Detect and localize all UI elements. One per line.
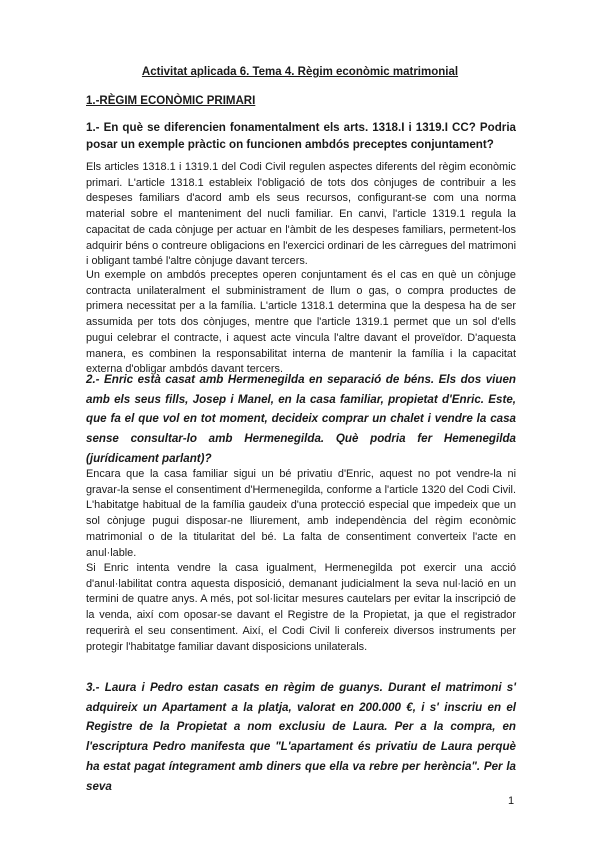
page-number: 1: [508, 795, 515, 807]
section-heading: 1.-RÈGIM ECONÒMIC PRIMARI: [86, 95, 256, 107]
answer-1-paragraph-2: Un exemple on ambdós preceptes operen conjuntament és el cas en què un cònjuge contracta unilateralment el subministrament de llum o gas, o compra productes de primera necessitat per a la família. L'article 1318.1 determina que la despesa ha de ser assumida per tots dos cònjuges, mentre que l'article 1319.1 permet que un sol d'ells pugui celebrar el contracte, i aquest acte vincula l'altre davant el proveïdor. D'aquesta manera, es combinen la responsabilitat interna de mantenir la família i la capacitat externa d'obligar ambdós davant tercers.: [86, 269, 516, 376]
question-2: 2.- Enric està casat amb Hermenegilda en separació de béns. Els dos viuen amb els seus fills, Josep i Manel, en la casa familiar, propietat d'Enric. Este, que fa el que vol en tot moment, decideix comprar un chalet i vendre la casa sense consultar-lo amb Hermenegilda. Què podria fer Hemenegilda (jurídicament parlant)?: [86, 373, 516, 465]
question-1: 1.- En què se diferencien fonamentalment els arts. 1318.I i 1319.I CC? Podria posar un exemple pràctic on funcionen ambdós preceptes conjuntament?: [86, 121, 516, 151]
document-title: Activitat aplicada 6. Tema 4. Règim econòmic matrimonial: [141, 66, 459, 78]
answer-2-paragraph-2: Si Enric intenta vendre la casa igualment, Hermenegilda pot exercir una acció d'anul·labilitat contra aquesta disposició, demanant judicialment la seva nul·lació en un termini de quatre anys. A més, pot sol·licitar mesures cautelars per evitar la inscripció de la venda, així com oposar-se davant el Registre de la Propietat, ja que el registrador requerirà el seu consentiment. Així, el Codi Civil li confereix diversos instruments per protegir l'habitatge familiar davant disposicions unilaterals.: [86, 562, 516, 653]
answer-1-paragraph-1: Els articles 1318.1 i 1319.1 del Codi Civil regulen aspectes diferents del règim econòmic primari. L'article 1318.1 estableix l'obligació de tots dos cònjuges de contribuir a les despeses familiars d'acord amb els seus recursos, configurant-se com una norma material sobre el manteniment del nucli familiar. En canvi, l'article 1319.1 regula la capacitat de cada cònjuge per actuar en l'àmbit de les despeses familiars, permetent-los adquirir béns o contreure obligacions en l'exercici ordinari de les càrregues del matrimoni i obligant també l'altre cònjuge davant tercers.: [86, 161, 516, 268]
answer-2-paragraph-1: Encara que la casa familiar sigui un bé privatiu d'Enric, aquest no pot vendre-la ni gravar-la sense el consentiment d'Hermenegilda, conforme a l'article 1320 del Codi Civil. L'habitatge habitual de la família gaudeix d'una protecció especial que impedeix que un sol cònjuge pugui disposar-ne lliurement, amb independència del règim econòmic matrimonial o de la titularitat del bé. La falta de consentiment converteix l'acte en anul·lable.: [86, 468, 516, 559]
question-3: 3.- Laura i Pedro estan casats en règim de guanys. Durant el matrimoni s' adquireix un Apartament a la platja, valorat en 200.000 €, i s' inscriu en el Registre de la Propietat a nom exclusiu de Laura. Per a la compra, en l'escriptura Pedro manifesta que "L'apartament és privatiu de Laura perquè ha estat pagat íntegrament amb diners que ella va rebre per herència". Per la seva: [86, 681, 516, 793]
